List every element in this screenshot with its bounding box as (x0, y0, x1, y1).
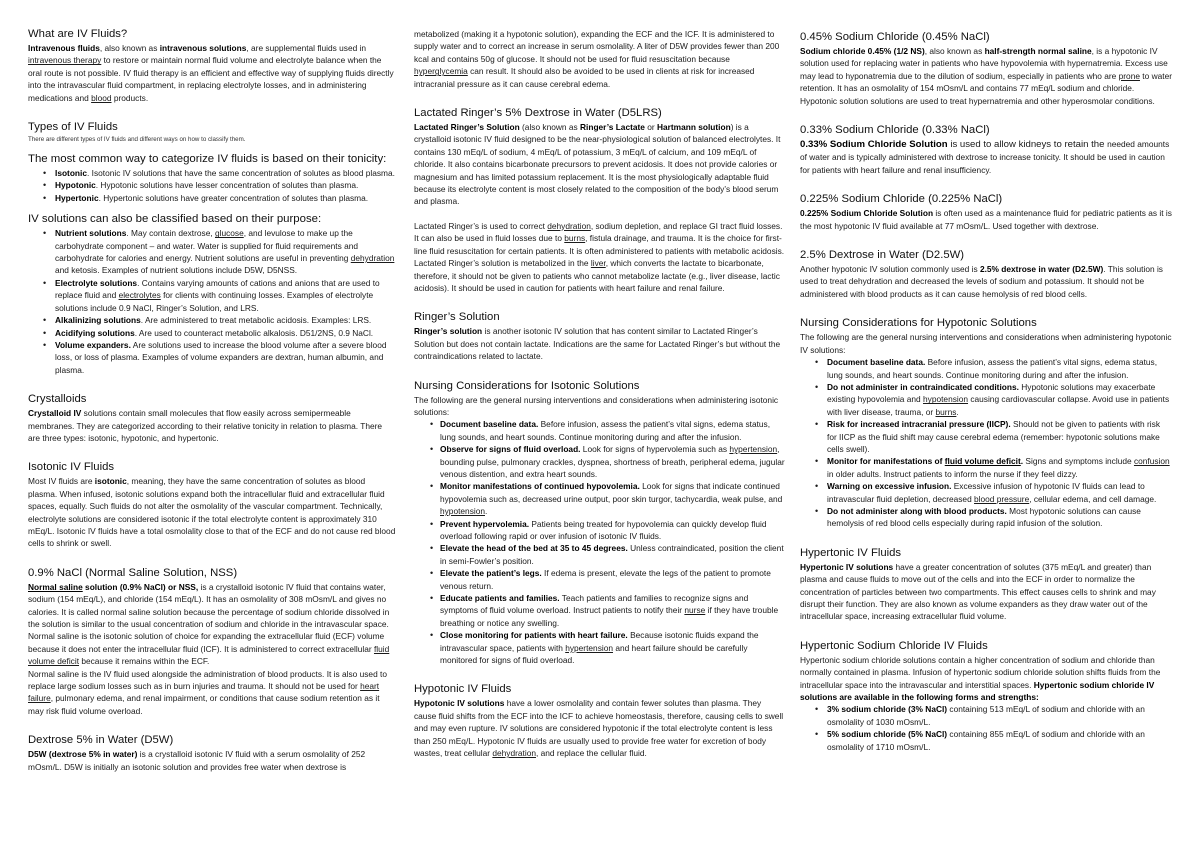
text-run: is often used as a maintenance fluid for pediatric patients as it is the most hypotonic IV fluid available at 77 mOsm/L. Used together with dextrose. (800, 208, 1172, 231)
paragraph-isotonic (28, 475, 396, 549)
text-run: is a crystalloid isotonic IV fluid that contains water, sodium (154 mEq/L), and chloride (154 mEq/L). It has an osmolality of 308 mOsm/L and gives no calories. It is called normal saline solution because the percentage of sodium chloride dissolved in the solution is similar to the usual concentration of sodium and chloride in the intravascular space. Normal saline is the isotonic solution of choice for expanding the extracellular fluid (ECF) volume because it does not enter the intracellular fluid (ICF). It is administered to correct extracellular (28, 581, 390, 654)
text-run: Before infusion, assess the patient’s vital signs, edema status, lung sounds, and heart sounds. Continue monitoring during and after the infusion. (440, 419, 771, 442)
text-run: fluid volume deficit (28, 643, 390, 667)
text-run: Do not administer in contraindicated conditions. (827, 381, 1019, 392)
text-run: . Are used to counteract metabolic alkalosis. D51/2NS, 0.9 NaCl. (134, 327, 374, 338)
text-run: liver (590, 258, 606, 269)
text-run: hypertension (729, 444, 778, 455)
text-run: Lactated Ringer’s Solution (414, 122, 520, 133)
text-run: electrolytes (118, 290, 161, 301)
heading-purpose: IV solutions can also be classified based on their purpose: (28, 213, 322, 226)
text-run: Teach patients and families to recognize signs and symptoms of fluid volume overload. Instruct patients to notify their (440, 593, 749, 616)
list-item (827, 728, 1172, 753)
heading-0225-nacl: 0.225% Sodium Chloride (0.225% NaCl) (800, 193, 1003, 206)
text-run: Lactated Ringer’s solution is metabolized in the (414, 258, 591, 269)
text-run: Another hypotonic IV solution commonly used is (800, 264, 980, 275)
heading-types-of-iv-fluids: Types of IV Fluids (28, 121, 118, 134)
list-item (55, 314, 396, 326)
text-run: Observe for signs of fluid overload. (440, 444, 581, 455)
text-run: , are supplemental fluids used in (246, 43, 367, 53)
list-item (55, 192, 396, 204)
list-item (440, 592, 785, 629)
heading-033-nacl: 0.33% Sodium Chloride (0.33% NaCl) (800, 124, 990, 137)
text-run: heart failure (28, 681, 380, 704)
list-item (55, 179, 396, 191)
text-run: if they have trouble breathing or notice any swelling. (440, 605, 779, 628)
text-run: , and replace the cellular fluid. (535, 748, 647, 759)
text-run: 0.225% Sodium Chloride Solution (800, 208, 934, 219)
text-run: fluid volume deficit (944, 456, 1021, 467)
list-item (55, 339, 396, 376)
text-run: Volume expanders. (55, 339, 131, 350)
paragraph-normal-saline-1 (28, 581, 396, 668)
text-run: burns (935, 406, 957, 417)
text-run: products. (111, 92, 149, 103)
text-run: Excessive infusion of hypotonic IV fluids can lead to intravascular fluid depletion, decreased (827, 481, 1145, 504)
text-run: solution (0.9% NaCl) or NSS, (82, 581, 199, 592)
text-run: . (1020, 456, 1024, 467)
text-run: Hypotonic solutions may exacerbate existing hypovolemia and (827, 381, 1156, 405)
text-run: ) is a crystalloid isotonic IV fluid designed to be the near-physiological solution of balanced electrolytes. It contains 130 mEq/L of sodium, 4 mEq/L of potassium, 3 mEq/L of calcium, and 109 mEq/L of chloride. It also contains bicarbonate precursors to prevent acidosis. It does not provide calories or magnesium and has limited potassium replacement. It is the most physiologically adaptable fluid because its electrolyte content is most closely related to the composition of the body’s blood serum and plasma. (414, 122, 781, 207)
paragraph-crystalloids (28, 407, 396, 444)
text-run: Document baseline data. (827, 357, 926, 368)
paragraph-d5w-continued (414, 28, 785, 90)
heading-tonicity: The most common way to categorize IV fluids is based on their tonicity: (28, 153, 387, 166)
text-run: 5% sodium chloride (5% NaCl) (827, 729, 948, 740)
text-run: Unless contraindicated, position the client in semi-Fowler’s position. (440, 543, 784, 566)
list-item (55, 277, 396, 314)
nursing-isotonic-intro: The following are the general nursing interventions and considerations when administering isotonic solutions: (414, 394, 779, 417)
text-run: , is a hypotonic IV solution used for replacing water in patients who have hypovolemia with hypernatremia. Excess use may lead to hyponatremia due to the dilution of sodium, especially in patients who are (800, 46, 1168, 81)
text-run: Look for signs of hypervolemia such as (580, 444, 730, 455)
text-run: . Isotonic IV solutions that have the same concentration of solutes as blood plasma. (87, 168, 395, 179)
text-run: blood pressure (974, 493, 1030, 504)
list-item (440, 518, 785, 543)
text-run: burns (564, 233, 586, 244)
text-run: dehydration (492, 748, 536, 759)
text-run: Hypertonic sodium chloride IV solutions are available in the following forms and strengths: (800, 679, 1155, 703)
text-run: isotonic (94, 476, 127, 487)
text-run: blood (91, 92, 112, 103)
text-run: because it remains within the ECF. (79, 656, 210, 667)
nursing-hypotonic-list (800, 356, 1172, 530)
text-run: Look for signs that indicate continued hypovolemia such as, decreased urine output, poor skin turgor, tachycardia, weak pulse, and (440, 481, 783, 504)
list-item (827, 505, 1172, 530)
paragraph-hypertonic-sodium-chloride (800, 654, 1172, 704)
text-run: intravenous therapy (28, 55, 102, 66)
paragraph-hypertonic (800, 561, 1172, 623)
text-run: hypotension (440, 506, 485, 517)
list-item (440, 418, 785, 443)
text-run: Close monitoring for patients with heart failure. (440, 630, 628, 641)
text-run: , fistula drainage, and trauma. It is the choice for first-line fluid resuscitation for certain patients. It is often administered to patients with metabolic acidosis. (414, 233, 785, 256)
paragraph-d5w (28, 748, 396, 773)
text-run: Sodium chloride 0.45% (1/2 NS) (800, 46, 925, 56)
text-run: Hypertonic (55, 192, 99, 203)
text-run: If edema is present, elevate the legs of the patient to promote venous return. (440, 568, 771, 591)
text-run: dehydration (350, 253, 395, 264)
heading-crystalloids: Crystalloids (28, 393, 87, 406)
heading-d25w: 2.5% Dextrose in Water (D2.5W) (800, 249, 965, 262)
heading-what-are-iv-fluids: What are IV Fluids? (28, 28, 128, 40)
text-run: for clients with continuing losses. Examples of electrolyte solutions include 0.9 NaCl, Ringer’s Solution, and LRS. (55, 290, 374, 313)
text-run: Warning on excessive infusion. (827, 481, 952, 492)
heading-isotonic-iv-fluids: Isotonic IV Fluids (28, 461, 115, 474)
text-run: . This solution is used to treat dehydration and decreased the levels of sodium and potassium. It should not be administered with blood products as it can cause hemolysis of red blood cells. (800, 264, 1163, 299)
column-1 (28, 27, 396, 773)
heading-lactated-ringers: Lactated Ringer’s 5% Dextrose in Water (D5LRS) (414, 107, 662, 120)
list-item (827, 455, 1172, 480)
paragraph-033-nacl (800, 138, 1172, 176)
text-run: causing cardiovascular collapse. Avoid use in patients with liver disease, trauma, or (827, 394, 1170, 417)
heading-normal-saline: 0.9% NaCl (Normal Saline Solution, NSS) (28, 566, 238, 579)
text-run: can result. It should also be avoided to be used in clients at risk for increased intracranial pressure as it can cause cerebral edema. (414, 66, 755, 89)
lead-033-solution: 0.33% Sodium Chloride Solution (800, 139, 948, 151)
text-033-rest: amounts of water and is typically administered with dextrose to increase tonicity. It should be used in caution for patients with heart failure and renal insufficiency. (800, 139, 1170, 175)
purpose-list (28, 227, 396, 376)
text-run: Document baseline data. (440, 419, 539, 430)
column-2 (414, 28, 785, 760)
text-run: Normal saline (28, 581, 83, 592)
paragraph-lactated-ringers-1 (414, 121, 785, 208)
text-run: Hartmann solution (656, 122, 731, 133)
heading-d5w: Dextrose 5% in Water (D5W) (28, 734, 174, 747)
text-run: Hypertonic IV solutions (800, 561, 894, 572)
paragraph-lactated-ringers-2 (414, 220, 785, 257)
text-run: , and levulose to make up the carbohydrate component – and water. Water is supplied for fluid requirements and carbohydrate for calories and energy. Nutrient solutions are useful in preventing (55, 228, 359, 264)
text-run: prone (1118, 70, 1140, 81)
text-run: glucose (214, 228, 244, 239)
text-run: . Contains varying amounts of cations and anions that are used to replace fluid and (55, 277, 380, 301)
text-run: Signs and symptoms include (1023, 456, 1134, 467)
text-run: dehydration (547, 220, 591, 231)
paragraph-hypotonic (414, 697, 785, 759)
paragraph-what-are-iv-fluids (28, 42, 396, 104)
text-run: Hypertonic sodium chloride solutions contain a higher concentration of sodium and chloride than normally contained in plasma. Infusion of hypertonic sodium chloride solution shifts fluids from the intracellular space into the intravascular and interstitial spaces. (800, 654, 1161, 690)
text-run: Normal saline is the IV fluid used alongside the administration of blood products. It is also used to replace large sodium losses such as in burn injuries and trauma. It should not be used for (28, 668, 387, 692)
text-run: Elevate the patient’s legs. (440, 568, 542, 579)
text-run: Prevent hypervolemia. (440, 518, 530, 529)
nursing-hypotonic-intro: The following are the general nursing interventions and considerations when administering hypotonic IV solutions: (800, 332, 1172, 355)
list-item (440, 629, 785, 666)
text-run: intravenous solutions (159, 43, 247, 53)
text-run: containing 513 mEq/L of sodium and chloride with an osmolality of 1030 mOsm/L. (827, 704, 1145, 727)
text-run: and heart failure should be carefully monitored for signs of fluid overload. (440, 642, 748, 666)
list-item (440, 443, 785, 480)
column-3 (800, 30, 1172, 753)
text-run: Isotonic (55, 168, 87, 179)
text-run: Electrolyte solutions (55, 277, 138, 288)
text-run: is another isotonic IV solution that has content similar to Lactated Ringer’s Solution but does not contain lactate. Indications are the same for Lactated Ringer’s but without the contraindications related to lactate. (414, 326, 781, 362)
text-run: confusion (1133, 456, 1170, 467)
text-run: , pulmonary edema, and renal impairment, or conditions that cause sodium retention as it may risk fluid volume overload. (28, 693, 380, 716)
text-run: to water retention. It has an osmolality of 154 mOsm/L and contains 77 mEq/L sodium and chloride. Hypotonic solution solutions are used to treat hypernatremia and other hyperosmolar conditions. (800, 70, 1172, 106)
text-run: D5W (dextrose 5% in water) (28, 749, 138, 760)
text-run: . Are administered to treat metabolic acidosis. Examples: LRS. (140, 315, 372, 326)
text-run: Risk for increased intracranial pressure (IICP). (827, 419, 1011, 430)
text-run: is a crystalloid isotonic IV fluid with a serum osmolality of 252 mOsm/L. D5W is initially an isotonic solution and provides free water when dextrose is (28, 749, 366, 772)
text-run: 2.5% dextrose in water (D2.5W) (979, 264, 1104, 275)
text-run: . May contain dextrose, (126, 228, 215, 239)
text-run: . Hypotonic solutions have lesser concentration of solutes than plasma. (95, 180, 359, 191)
text-run: Monitor manifestations of continued hypovolemia. (440, 481, 640, 492)
text-run: Nutrient solutions (55, 228, 127, 239)
text-run: nurse (684, 605, 706, 616)
types-note: There are different types of IV fluids and different ways on how to classify them. (28, 136, 246, 144)
text-run: in older adults. Instruct patients to inform the nurse if they feel dizzy. (827, 468, 1078, 479)
text-run: Should not be given to patients with risk for IICP as the fluid shift may cause cerebral edema (remember: hypotonic solutions make cells swell). (827, 419, 1160, 454)
text-run: hyperglycemia (414, 66, 468, 77)
text-run: Elevate the head of the bed at 35 to 45 degrees. (440, 543, 628, 554)
list-item (827, 703, 1172, 728)
heading-hypertonic-sodium-chloride: Hypertonic Sodium Chloride IV Fluids (800, 639, 988, 652)
text-run: 3% sodium chloride (3% NaCl) (827, 704, 948, 715)
text-run: . (956, 406, 959, 417)
text-run: Ringer’s solution (414, 326, 483, 337)
list-item (55, 227, 396, 277)
list-item (55, 327, 396, 339)
text-run: , also known as (99, 43, 160, 53)
text-run: solutions contain small molecules that flow easily across semipermeable membranes. They are categorized according to their relative tonicity in relation to plasma. There are three types: isotonic, hypotonic, and hypertonic. (28, 408, 383, 443)
text-run: containing 855 mEq/L of sodium and chloride with an osmolality of 1710 mOsm/L. (827, 729, 1145, 752)
text-run: Because isotonic fluids expand the intravascular space, patients with (440, 630, 759, 653)
text-run: Most IV fluids are (28, 476, 95, 487)
text-run: Patients being treated for hypovolemia can quickly develop fluid overload following rapid or over infusion of isotonic IV fluids. (440, 518, 767, 541)
heading-045-nacl: 0.45% Sodium Chloride (0.45% NaCl) (800, 31, 990, 43)
text-run: have a lower osmolality and contain fewer solutes than plasma. They cause fluid shifts from the ECF into the ICF to achieve homeostasis, therefore, causing cells to swell and may even rupture. IV solutions are considered hypotonic if the total electrolyte content is less than 250 mEq/L. Hypotonic IV fluids are usually used to provide free water for excretion of body wastes, treat cellular (414, 698, 784, 759)
text-run: half-strength normal saline (984, 46, 1092, 56)
list-item (827, 356, 1172, 381)
tonicity-list (28, 167, 396, 204)
text-run: Monitor for manifestations of (827, 456, 945, 467)
paragraph-045-nacl (800, 45, 1172, 107)
text-run: Crystalloid IV (28, 408, 82, 419)
list-item (55, 167, 396, 179)
text-run: and ketosis. Examples of nutrient solutions include D5W, D5NSS. (55, 265, 298, 276)
text-run: , bounding pulse, pulmonary crackles, dyspnea, shortness of breath, peripheral edema, jugular venous distention, and extra heart sounds. (440, 444, 785, 479)
text-run: hypotension (923, 394, 969, 405)
text-run: , which converts the lactate to bicarbonate, therefore, it should not be given to patients who cannot metabolize lactate (e.g., liver disease, lactic acidosis). It should be used in caution for patients with heart failure and renal failure. (414, 258, 780, 293)
list-item (827, 381, 1172, 418)
text-run: Most hypotonic solutions can cause hemolysis of red blood cells especially during rapid infusion of the solution. (827, 505, 1141, 529)
text-run: Educate patients and families. (440, 593, 560, 604)
text-run: Are solutions used to increase the blood volume after a severe blood loss, or loss of plasma. Examples of volume expanders are dextran, human albumin, and plasma. (55, 339, 387, 375)
text-run: , sodium depletion, and replace GI tract fluid losses. It can also be used in fluid losses due to (414, 220, 783, 244)
list-item (440, 480, 785, 517)
text-033-mid: is used to allow kidneys to retain the (947, 139, 1108, 151)
hypertonic-forms-list (800, 703, 1172, 753)
text-run: have a greater concentration of solutes (375 mEq/L and greater) than plasma and cause fluids to move out of the cells and into the ECF in order to normalize the concentration of particles between two compartments. This effect causes cells to shrink and may disrupt their function. They are also known as volume expanders as they draw water out of the intracellular space, increasing extracellular fluid volume. (800, 561, 1156, 622)
heading-ringers-solution: Ringer’s Solution (414, 311, 500, 324)
text-run: to restore or maintain normal fluid volume and electrolyte balance when the oral route is not possible. IV fluid therapy is an efficient and effective way of supplying fluids directly into the intravascular fluid compartment, in replacing electrolyte losses, and in administering medications and (28, 55, 394, 103)
text-run: , also known as (924, 46, 985, 56)
list-item (827, 480, 1172, 505)
heading-hypotonic-iv-fluids: Hypotonic IV Fluids (414, 683, 512, 696)
text-run: . (485, 506, 488, 517)
text-run: , meaning, they have the same concentration of solutes as blood plasma. When infused, isotonic solutions expand both the intracellular fluid and extracellular fluid spaces, equally. Such fluids do not alter the osmolality of the vascular compartment. Technically, electrolyte solutions are considered isotonic if the total electrolyte content is approximately 310 mEq/L. Isotonic IV fluids have a total osmolality close to that of the ECF and do not cause red blood cells to shrink or swell. (28, 476, 396, 549)
paragraph-ringers-solution (414, 325, 785, 362)
text-run: Intravenous fluids (28, 43, 100, 53)
nursing-isotonic-list (414, 418, 785, 666)
list-item (827, 418, 1172, 455)
text-run: , cellular edema, and cell damage. (1029, 493, 1157, 504)
text-run: Do not administer along with blood products. (827, 505, 1007, 516)
text-run: . Hypertonic solutions have greater concentration of solutes than plasma. (98, 192, 369, 203)
text-run: Before infusion, assess the patient’s vital signs, edema status, lung sounds, and heart sounds. Continue monitoring during and after the infusion. (827, 357, 1158, 380)
heading-hypertonic-iv-fluids: Hypertonic IV Fluids (800, 546, 902, 559)
paragraph-0225-nacl (800, 207, 1172, 232)
text-run: metabolized (making it a hypotonic solution), expanding the ECF and the ICF. It is administered to supply water and to correct an increase in serum osmolality. A liter of D5W provides fewer than 200 kcal and contains 50g of glucose. It should not be used for fluid resuscitation because (414, 29, 780, 64)
text-run: Acidifying solutions (55, 327, 135, 338)
text-run: or (644, 122, 657, 133)
text-run: Hypotonic (55, 180, 96, 191)
text-run: Hypotonic IV solutions (414, 698, 505, 709)
list-item (440, 542, 785, 567)
text-run: Lactated Ringer’s is used to correct (414, 220, 548, 231)
paragraph-lactated-ringers-3 (414, 257, 785, 294)
text-run: Alkalinizing solutions (55, 315, 141, 326)
paragraph-normal-saline-2 (28, 668, 396, 718)
text-run: hypertension (565, 642, 613, 653)
list-item (440, 567, 785, 592)
paragraph-d25w (800, 263, 1172, 300)
heading-nursing-isotonic: Nursing Considerations for Isotonic Solutions (414, 379, 640, 392)
heading-nursing-hypotonic: Nursing Considerations for Hypotonic Solutions (800, 317, 1037, 330)
text-run: Ringer’s Lactate (580, 122, 645, 133)
text-033-needed: needed (1107, 139, 1135, 150)
text-run: (also known as (519, 122, 580, 133)
